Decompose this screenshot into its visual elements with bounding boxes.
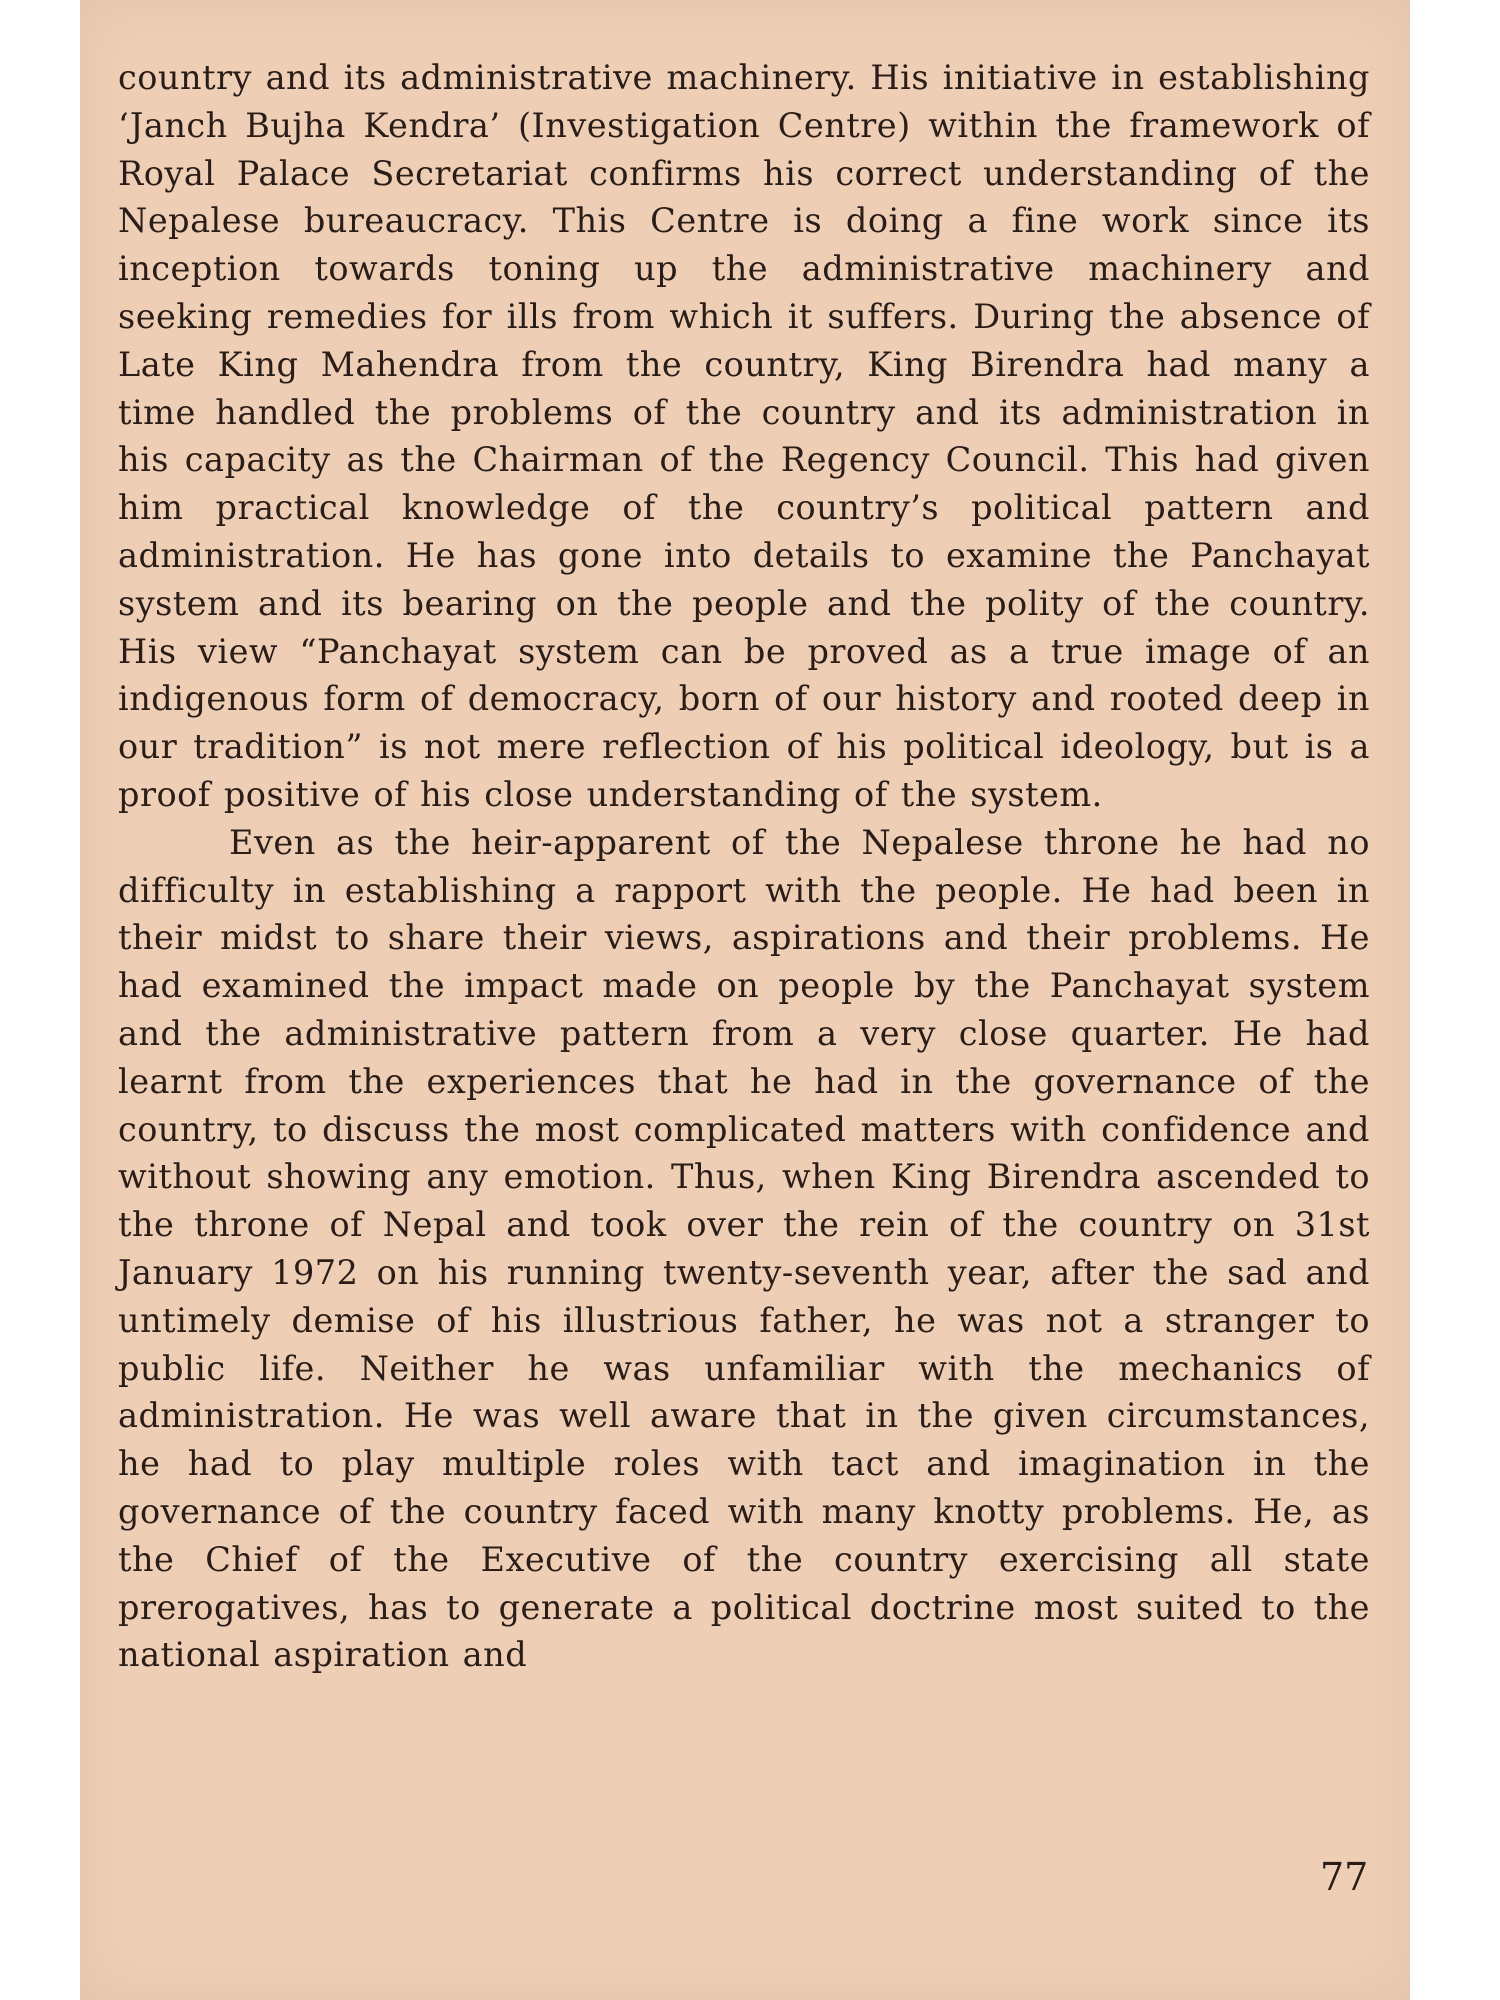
paragraph-continued: country and its administrative machinery. His initiative in establishing ‘Janch Bujha Kendra’ (Investigation Centre) within the framework of Royal Palace Secretariat confirms his correct understanding of the Nepalese bureaucracy. This Centre is doing a fine work since its inception towards toning up the administrative machinery and seeking remedies for ills from which it suffers. During the absence of Late King Mahendra from the country, King Birendra had many a time handled the problems of the country and its administration in his capacity as the Chairman of the Regency Council. This had given him practical knowledge of the country’s political pattern and administration. He has gone into details to examine the Panchayat system and its bearing on the people and the polity of the country. His view “Panchayat system can be proved as a true image of an indigenous form of democracy, born of our history and rooted deep in our tradition” is not mere reflection of his political ideology, but is a proof positive of his close understanding of the system. bbox=[118, 58, 1370, 814]
book-page bbox=[80, 0, 1410, 2000]
page-number: 77 bbox=[1320, 1855, 1369, 1899]
body-text bbox=[118, 54, 1370, 1679]
paragraph-heir-apparent: Even as the heir-apparent of the Nepalese throne he had no difficulty in establishing a rapport with the people. He had been in their midst to share their views, aspirations and their problems. He had examined the impact made on people by the Panchayat system and the administrative pattern from a very close quarter. He had learnt from the experiences that he had in the governance of the country, to discuss the most complicated matters with confidence and without showing any emotion. Thus, when King Birendra ascended to the throne of Nepal and took over the rein of the country on 31st January 1972 on his running twenty-seventh year, after the sad and untimely demise of his illustrious father, he was not a stranger to public life. Neither he was unfamiliar with the mechanics of administration. He was well aware that in the given circumstances, he had to play multiple roles with tact and imagination in the governance of the country faced with many knotty problems. He, as the Chief of the Executive of the country exercising all state prerogatives, has to generate a political doctrine most suited to the national aspiration and bbox=[118, 822, 1370, 1675]
